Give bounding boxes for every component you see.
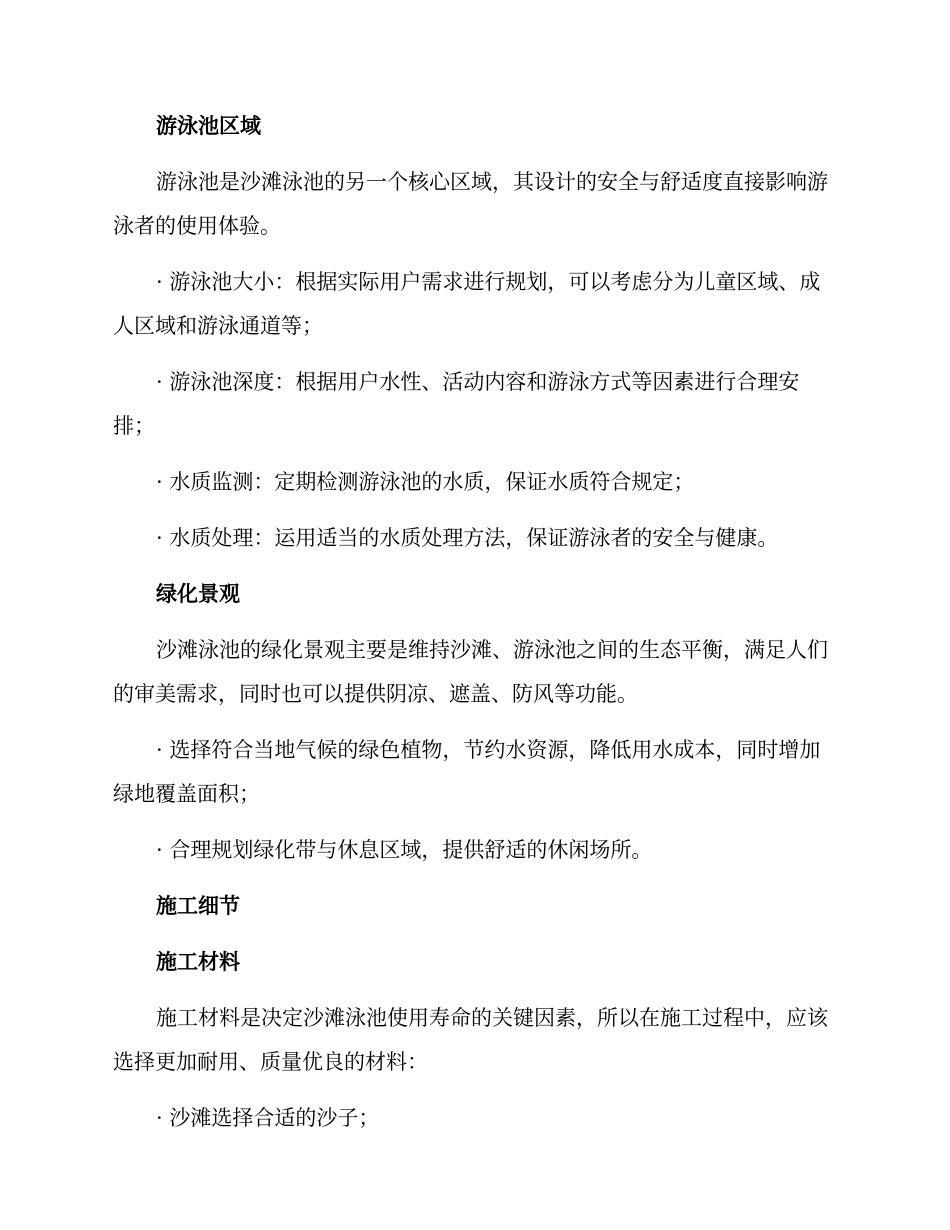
bullet-plant-selection: · 选择符合当地气候的绿色植物，节约水资源，降低用水成本，同时增加绿地覆盖面积； (113, 738, 821, 806)
document-page (113, 104, 838, 1152)
paragraph-materials-intro: 施工材料是决定沙滩泳池使用寿命的关键因素，所以在施工过程中，应该选择更加耐用、质量优良的材料： (113, 1006, 828, 1074)
bullet-green-belt-planning: · 合理规划绿化带与休息区域，提供舒适的休闲场所。 (156, 838, 653, 862)
section-heading-construction-details: 施工细节 (156, 894, 240, 918)
bullet-pool-depth: · 游泳池深度：根据用户水性、活动内容和游泳方式等因素进行合理安排； (113, 370, 800, 438)
section-heading-landscaping: 绿化景观 (156, 582, 240, 606)
bullet-water-treatment: · 水质处理：运用适当的水质处理方法，保证游泳者的安全与健康。 (156, 526, 779, 550)
bullet-water-monitoring: · 水质监测：定期检测游泳池的水质，保证水质符合规定； (156, 470, 695, 494)
paragraph-pool-intro: 游泳池是沙滩泳池的另一个核心区域，其设计的安全与舒适度直接影响游泳者的使用体验。 (113, 170, 828, 238)
section-heading-pool-area: 游泳池区域 (156, 114, 261, 138)
section-heading-construction-materials: 施工材料 (156, 950, 240, 974)
bullet-sand-selection: · 沙滩选择合适的沙子； (156, 1106, 380, 1130)
paragraph-landscaping-intro: 沙滩泳池的绿化景观主要是维持沙滩、游泳池之间的生态平衡，满足人们的审美需求，同时也可以提供阴凉、遮盖、防风等功能。 (113, 638, 828, 706)
bullet-pool-size: · 游泳池大小：根据实际用户需求进行规划，可以考虑分为儿童区域、成人区域和游泳通道等； (113, 270, 821, 338)
